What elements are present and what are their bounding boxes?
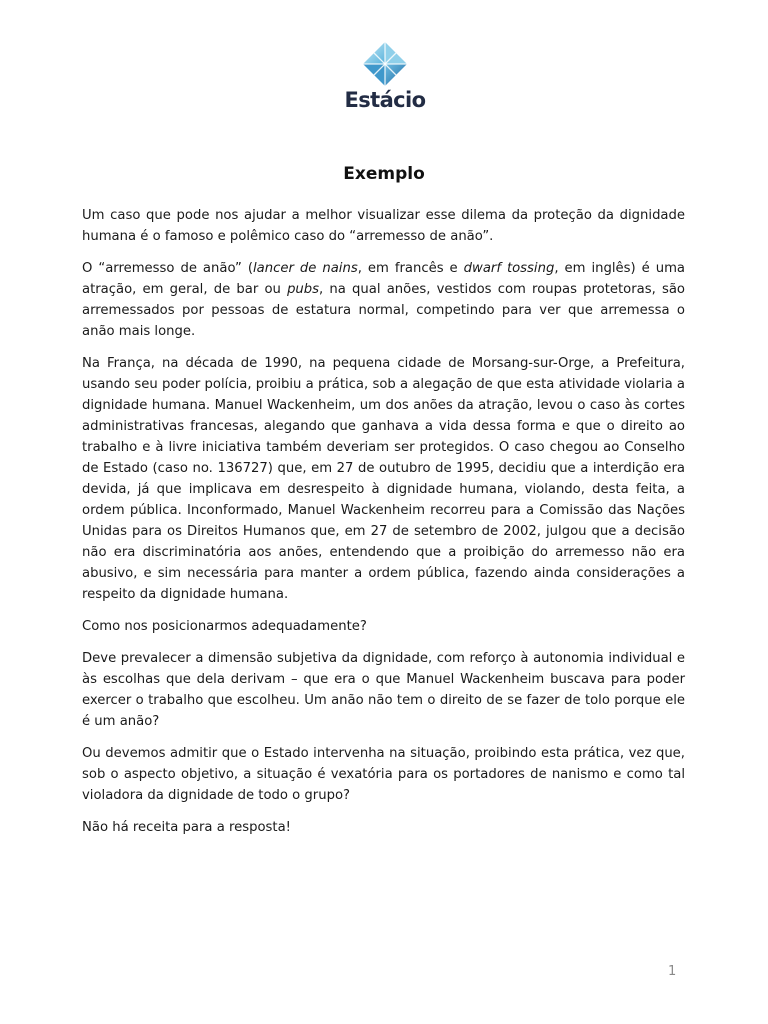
paragraph-definition	[82, 258, 685, 342]
estacio-diamond-icon	[338, 42, 432, 86]
italic-term-french: lancer de nains	[253, 261, 358, 276]
italic-term-pubs: pubs	[287, 282, 320, 297]
paragraph-objective: Ou devemos admitir que o Estado intervenha na situação, proibindo esta prática, vez que, sob o aspecto objetivo, a situação é vexatória para os portadores de nanismo e como tal violadora da dignidade de todo o grupo?	[82, 746, 685, 803]
paragraph-conclusion: Não há receita para a resposta!	[82, 820, 291, 835]
page-title: Exemplo	[343, 164, 425, 184]
text-span: , em inglês) é uma atração, em geral, de bar ou	[82, 261, 685, 297]
text-span: O “arremesso de anão” (	[82, 261, 254, 276]
paragraph-intro: Um caso que pode nos ajudar a melhor visualizar esse dilema da proteção da dignidade humana é o famoso e polêmico caso do “arremesso de anão”.	[82, 208, 685, 244]
document-body	[82, 205, 685, 849]
estacio-logo	[338, 42, 432, 116]
text-span: , na qual anões, vestidos com roupas protetoras, são arremessados por pessoas de estatura normal, competindo para ver que arremessa o anão mais longe.	[82, 282, 685, 339]
text-span: , em francês e	[357, 261, 464, 276]
logo-wordmark: Estácio	[344, 88, 426, 112]
paragraph-question: Como nos posicionarmos adequadamente?	[82, 619, 367, 634]
paragraph-case-history: Na França, na década de 1990, na pequena cidade de Morsang-sur-Orge, a Prefeitura, usando seu poder polícia, proibiu a prática, sob a alegação de que esta atividade violaria a dignidade humana. Manuel Wackenheim, um dos anões da atração, levou o caso às cortes administrativas francesas, alegando que ganhava a vida dessa forma e que o direito ao trabalho e à livre iniciativa também deveriam ser protegidos. O caso chegou ao Conselho de Estado (caso no. 136727) que, em 27 de outubro de 1995, decidiu que a interdição era devida, já que implicava em desrespeito à dignidade humana, violando, desta feita, a ordem pública. Inconformado, Manuel Wackenheim recorreu para a Comissão das Nações Unidas para os Direitos Humanos que, em 27 de setembro de 2002, julgou que a decisão não era discriminatória aos anões, entendendo que a proibição do arremesso não era abusivo, e sim necessária para manter a ordem pública, fazendo ainda considerações a respeito da dignidade humana.	[82, 356, 685, 602]
page-number: 1	[668, 964, 677, 979]
italic-term-english: dwarf tossing	[463, 261, 555, 276]
paragraph-subjective: Deve prevalecer a dimensão subjetiva da dignidade, com reforço à autonomia individual e às escolhas que dela derivam – que era o que Manuel Wackenheim buscava para poder exercer o trabalho que escolheu. Um anão não tem o direito de se fazer de tolo porque ele é um anão?	[82, 651, 685, 729]
